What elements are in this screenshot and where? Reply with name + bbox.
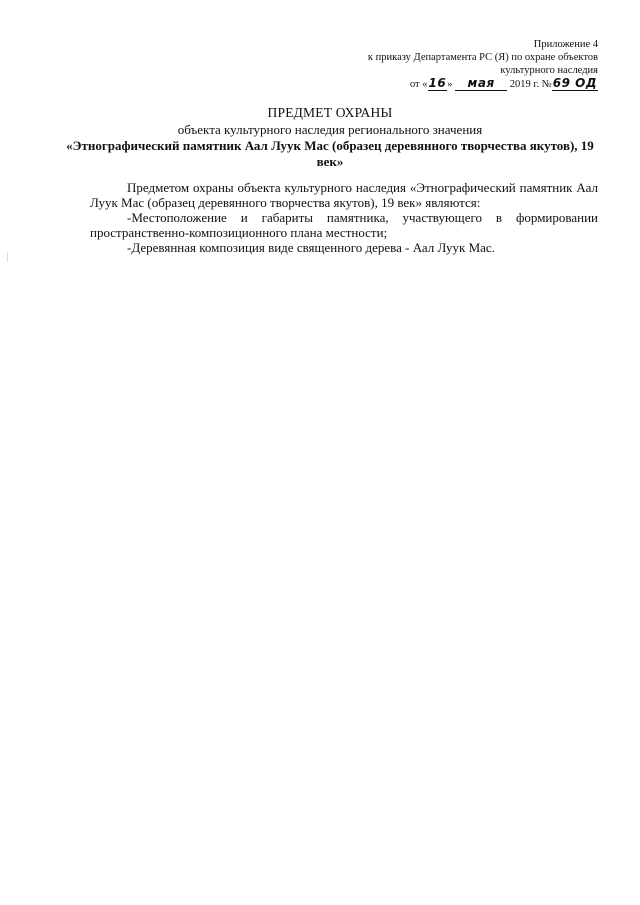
order-reference-cont: культурного наследия [500, 65, 598, 76]
paragraph-composition: -Деревянная композиция виде священного дерева - Аал Луук Мас. [127, 240, 495, 255]
date-year: 2019 г. № [509, 79, 552, 90]
title-subheading: объекта культурного наследия регионального значения [177, 122, 483, 137]
appendix-label: Приложение 4 [533, 39, 598, 50]
document-body [90, 180, 598, 255]
handwritten-month: мая [455, 77, 507, 91]
handwritten-order-number: 69 ОД [552, 76, 597, 90]
handwritten-day: 16 [428, 76, 447, 90]
document-title [60, 104, 600, 170]
title-heading: ПРЕДМЕТ ОХРАНЫ [267, 105, 393, 120]
order-reference: к приказу Департамента РС (Я) по охране объектов [367, 52, 598, 63]
paragraph-location: -Местоположение и габариты памятника, участвующего в формировании пространственно-композиционного плана местности; [90, 210, 598, 240]
paragraph-intro: Предметом охраны объекта культурного наследия «Этнографический памятник Аал Луук Мас (образец деревянного творчества якутов), 19 век» являются: [90, 180, 598, 210]
scan-artifact [7, 252, 8, 262]
date-mid: » [447, 79, 453, 90]
monument-name: «Этнографический памятник Аал Луук Мас (образец деревянного творчества якутов), 19 век» [66, 138, 594, 169]
approval-header [298, 38, 598, 91]
date-prefix: от « [409, 79, 428, 90]
order-date-line [298, 77, 598, 91]
